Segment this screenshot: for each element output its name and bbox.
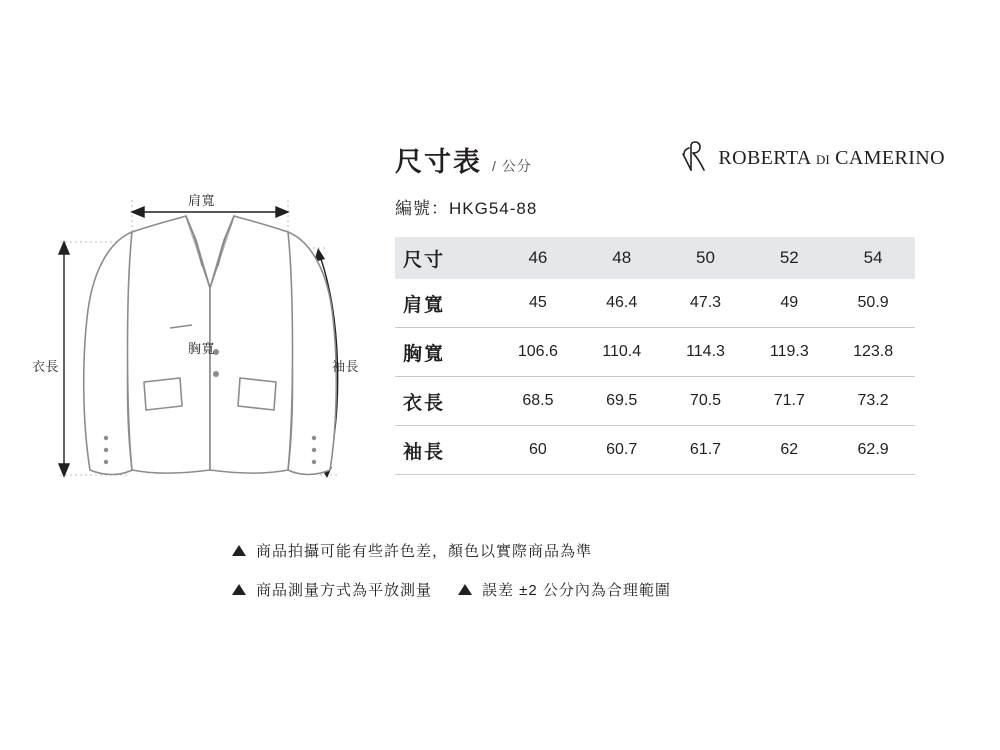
note-line-1	[232, 540, 932, 561]
cell-chest-50: 114.3	[664, 328, 748, 377]
table-header-cell-4: 52	[747, 237, 831, 279]
cell-length-54: 73.2	[831, 377, 915, 426]
title-row	[395, 140, 945, 184]
cell-sleeve-50: 61.7	[664, 426, 748, 475]
row-label-length: 衣長	[395, 377, 496, 426]
diagram-label-sleeve: 袖長	[332, 359, 360, 374]
table-header-row	[395, 237, 915, 279]
table-row	[395, 279, 915, 328]
cell-shoulder-48: 46.4	[580, 279, 664, 328]
page-title: 尺寸表	[395, 147, 482, 177]
note-text-tolerance: 誤差 ±2 公分內為合理範圍	[482, 582, 671, 599]
diagram-label-chest: 胸寬	[188, 341, 216, 356]
table-row	[395, 377, 915, 426]
garment-measurement-diagram	[20, 170, 380, 520]
cell-chest-46: 106.6	[496, 328, 580, 377]
table-row	[395, 426, 915, 475]
cell-shoulder-50: 47.3	[664, 279, 748, 328]
cell-chest-52: 119.3	[747, 328, 831, 377]
row-label-chest: 胸寬	[395, 328, 496, 377]
note-text-color: 商品拍攝可能有些許色差，顏色以實際商品為準	[256, 543, 593, 560]
note-segment-measure	[232, 579, 432, 600]
cell-shoulder-52: 49	[747, 279, 831, 328]
brand-name	[718, 147, 945, 170]
title-unit: / 公分	[492, 158, 532, 174]
table-header-cell-5: 54	[831, 237, 915, 279]
notes-section	[232, 540, 932, 618]
cell-length-50: 70.5	[664, 377, 748, 426]
table-header-cell-3: 50	[664, 237, 748, 279]
diagram-label-length: 衣長	[32, 359, 60, 374]
note-line-2	[232, 579, 932, 600]
table-header-cell-2: 48	[580, 237, 664, 279]
brand-name-main: ROBERTA	[718, 146, 811, 169]
note-text-measure: 商品測量方式為平放測量	[256, 582, 433, 599]
brand-name-di: DI	[816, 151, 830, 167]
brand-logo	[680, 140, 945, 176]
cell-sleeve-54: 62.9	[831, 426, 915, 475]
diagram-label-shoulder: 肩寬	[188, 193, 216, 208]
cell-length-46: 68.5	[496, 377, 580, 426]
triangle-bullet-icon	[232, 545, 246, 556]
cell-sleeve-48: 60.7	[580, 426, 664, 475]
cell-chest-48: 110.4	[580, 328, 664, 377]
size-table	[395, 237, 915, 475]
triangle-bullet-icon	[232, 584, 246, 595]
row-label-sleeve: 袖長	[395, 426, 496, 475]
table-header-cell-0: 尺寸	[395, 237, 496, 279]
table-row	[395, 328, 915, 377]
cell-chest-54: 123.8	[831, 328, 915, 377]
cell-sleeve-52: 62	[747, 426, 831, 475]
note-segment-tolerance	[458, 579, 671, 600]
cell-length-48: 69.5	[580, 377, 664, 426]
cell-shoulder-46: 45	[496, 279, 580, 328]
roberta-monogram-icon	[680, 139, 710, 178]
cell-shoulder-54: 50.9	[831, 279, 915, 328]
table-header-cell-1: 46	[496, 237, 580, 279]
cell-length-52: 71.7	[747, 377, 831, 426]
product-code: 編號：HKG54-88	[395, 199, 538, 218]
brand-name-camerino: CAMERINO	[835, 146, 945, 169]
triangle-bullet-icon	[458, 584, 472, 595]
row-label-shoulder: 肩寬	[395, 279, 496, 328]
size-chart-panel	[395, 140, 945, 475]
cell-sleeve-46: 60	[496, 426, 580, 475]
